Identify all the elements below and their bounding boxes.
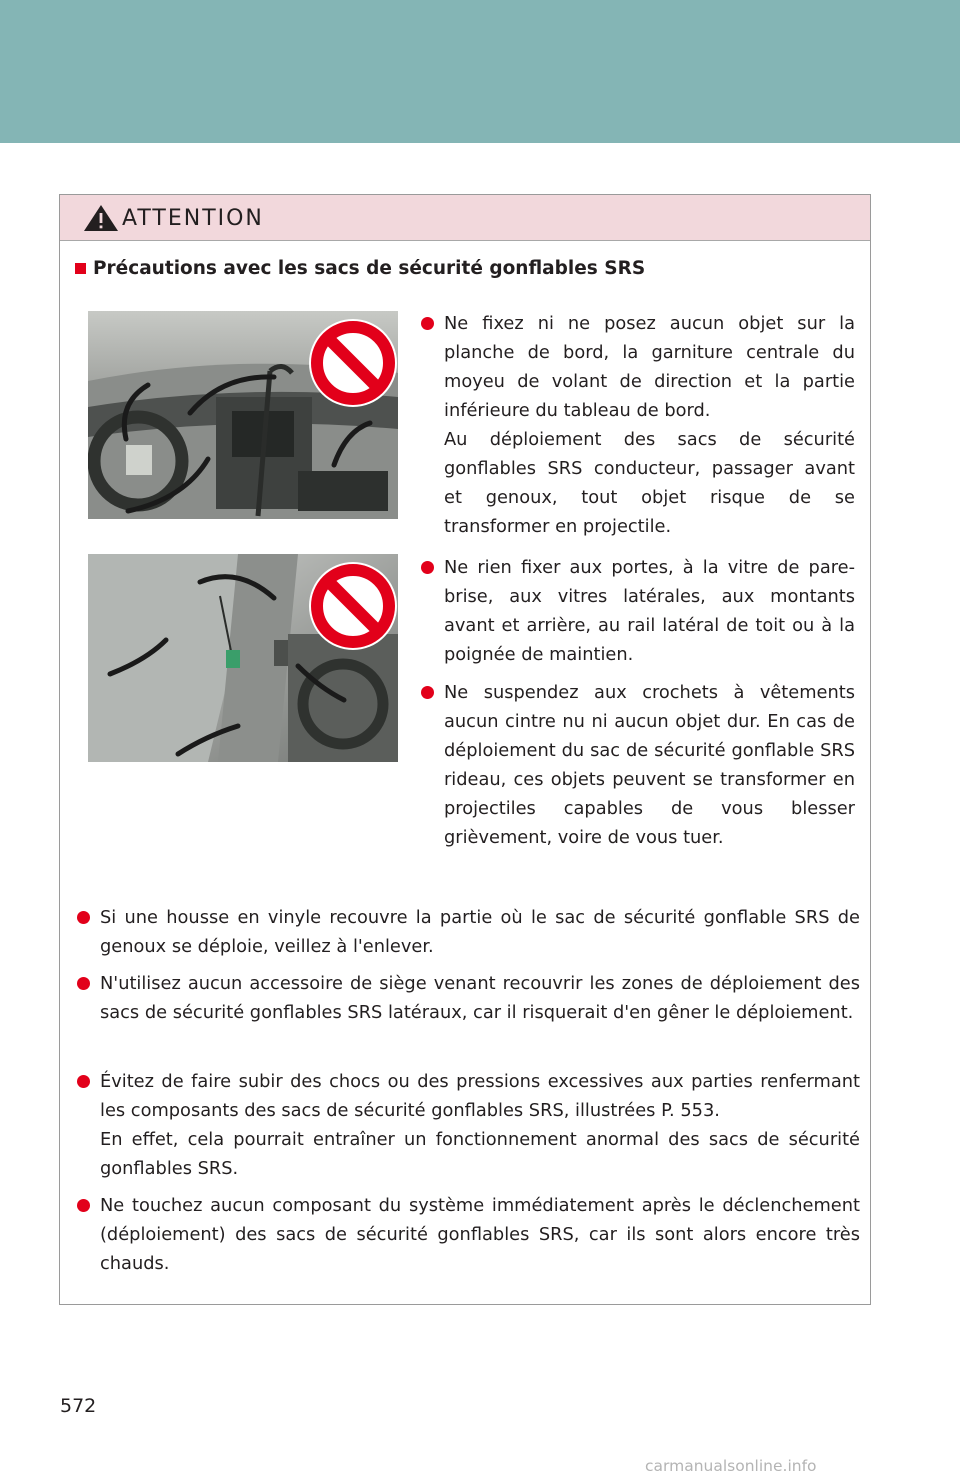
bullet-dot-icon [421,561,434,574]
page-number: 572 [60,1395,97,1417]
dashboard-illustration [88,311,398,519]
bullet-item: Évitez de faire subir des chocs ou des pressions excessives aux parties renfermant les composants des sacs de sécurité gonflables SRS, illustrées P. 553. En effet, cela pourrait entraîner un fonctionnement anormal des sacs de sécurité gonflables SRS. [77,1067,860,1183]
square-bullet-icon [75,263,86,274]
bullet-item: N'utilisez aucun accessoire de siège venant recouvrir les zones de déploiement des sacs de sécurité gonflables SRS latéraux, car il risquerait d'en gêner le déploiement. [77,969,860,1027]
warning-triangle-icon [82,203,120,233]
bullet-item: Ne fixez ni ne posez aucun objet sur la planche de bord, la garniture centrale du moyeu de volant de direction et la partie inférieure du tableau de bord. Au déploiement des sacs de sécurité gonflables SRS conducteur, passager avant et genoux, tout objet risque de se transformer en projectile. [421,309,855,541]
bullet-dot-icon [77,977,90,990]
header-band [0,0,960,143]
section-heading [75,258,645,279]
bullet-dot-icon [421,317,434,330]
watermark: carmanualsonline.info [645,1457,817,1475]
bullet-dot-icon [77,911,90,924]
bullet-dot-icon [77,1075,90,1088]
warning-box [59,194,871,1305]
pillar-hook-illustration [88,554,398,762]
dashboard-photo [88,311,398,519]
section-heading-text: Précautions avec les sacs de sécurité gonflables SRS [93,258,646,279]
bullet-item: Ne touchez aucun composant du système immédiatement après le déclenchement (déploiement) des sacs de sécurité gonflables SRS, car ils sont alors encore très chauds. [77,1191,860,1278]
bullet-item: Ne rien fixer aux portes, à la vitre de pare-brise, aux vitres latérales, aux montants avant et arrière, au rail latéral de toit ou à la poignée de maintien. [421,553,855,669]
warning-header [60,195,870,241]
pillar-photo [88,554,398,762]
bullet-item: Si une housse en vinyle recouvre la partie où le sac de sécurité gonflable SRS de genoux se déploie, veillez à l'enlever. [77,903,860,961]
bullet-dot-icon [77,1199,90,1212]
bullet-dot-icon [421,686,434,699]
warning-title: ATTENTION [122,206,264,231]
bullet-item: Ne suspendez aux crochets à vêtements aucun cintre nu ni aucun objet dur. En cas de déploiement du sac de sécurité gonflable SRS rideau, ces objets peuvent se transformer en projectiles capables de vous blesser grièvement, voire de vous tuer. [421,678,855,852]
